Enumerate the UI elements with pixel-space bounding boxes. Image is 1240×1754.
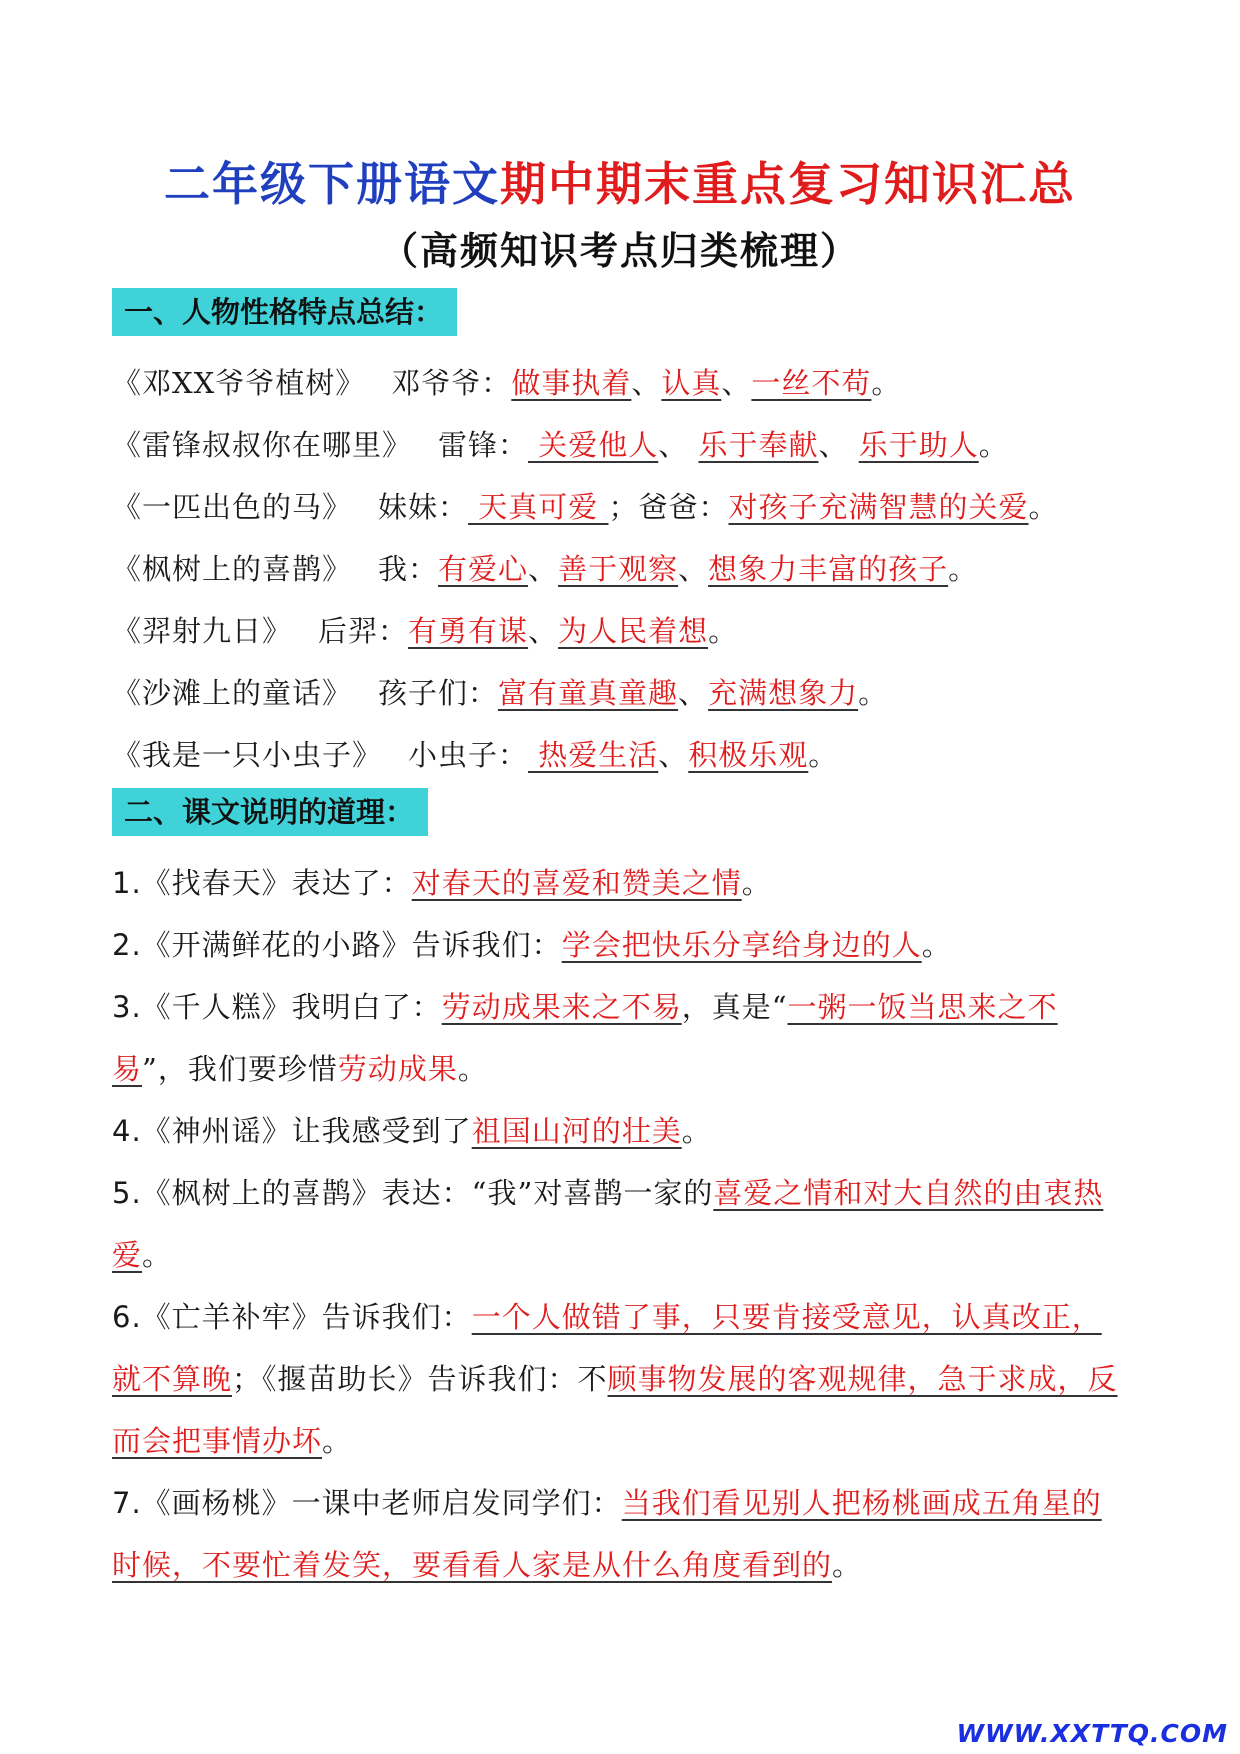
list-item xyxy=(112,538,1122,600)
section-heading-characters: 一、人物性格特点总结： xyxy=(112,288,457,336)
key-point: 当我们看见别人把杨桃画成五角星的时候，不要忙着发笑，要看看人家是从什么角度看到的 xyxy=(112,1486,1102,1582)
trait: 做事执着 xyxy=(511,366,632,400)
list-item xyxy=(112,1100,1122,1162)
page-title xyxy=(0,148,1240,214)
lesson-title: 《雷锋叔叔你在哪里》 xyxy=(112,428,413,462)
trait: 富有童真童趣 xyxy=(498,676,679,710)
item-number: 6. xyxy=(112,1300,142,1334)
text: 。 xyxy=(322,1424,353,1458)
trait: 有爱心 xyxy=(438,552,529,586)
key-point: 祖国山河的壮美 xyxy=(471,1114,682,1148)
character-name: 后羿： xyxy=(318,614,409,648)
trait: 善于观察 xyxy=(558,552,679,586)
key-point: 对春天的喜爱和赞美之情 xyxy=(411,866,742,900)
key-point: 一个人做错了事，只要肯接受意见，认真改正，就不算晚 xyxy=(112,1300,1102,1396)
list-item xyxy=(112,662,1122,724)
character-name: 孩子们： xyxy=(378,676,499,710)
key-point: 学会把快乐分享给身边的人 xyxy=(561,928,922,962)
key-point: 劳动成果 xyxy=(337,1052,458,1086)
list-item xyxy=(112,600,1122,662)
character-trait-list xyxy=(112,352,1122,786)
lesson-title: 《枫树上的喜鹊》 xyxy=(112,552,353,586)
text: 《找春天》表达了： xyxy=(141,866,412,900)
title-review-part: 期中期末重点复习知识汇总 xyxy=(500,157,1076,211)
list-item xyxy=(112,352,1122,414)
line-end: 。 xyxy=(978,428,1009,462)
text: 《亡羊补牢》告诉我们： xyxy=(141,1300,472,1334)
separator: 、 xyxy=(528,614,559,648)
trait: 有勇有谋 xyxy=(408,614,529,648)
line-end: 。 xyxy=(708,614,739,648)
trait: 一丝不苟 xyxy=(751,366,872,400)
line-end: 。 xyxy=(1028,490,1059,524)
trait: 关爱他人 xyxy=(528,428,659,462)
trait: 乐于奉献 xyxy=(698,428,819,462)
lesson-title: 《沙滩上的童话》 xyxy=(112,676,353,710)
trait: 想象力丰富的孩子 xyxy=(708,552,949,586)
item-number: 1. xyxy=(112,866,142,900)
trait: 乐于助人 xyxy=(858,428,979,462)
line-end: 。 xyxy=(948,552,979,586)
character-name: 雷锋： xyxy=(438,428,529,462)
character-name: 邓爷爷： xyxy=(391,366,512,400)
page-subtitle: （高频知识考点归类梳理） xyxy=(379,229,860,273)
text: 。 xyxy=(142,1238,173,1272)
character-name: 我： xyxy=(378,552,439,586)
key-point: 劳动成果来之不易 xyxy=(441,990,682,1024)
list-item xyxy=(112,976,1122,1100)
item-number: 4. xyxy=(112,1114,142,1148)
separator: 、 xyxy=(818,428,859,462)
lesson-title: 《邓XX爷爷植树》 xyxy=(112,366,366,400)
lesson-title: 《我是一只小虫子》 xyxy=(112,738,383,772)
text: ；《揠苗助长》告诉我们：不 xyxy=(232,1362,608,1396)
lesson-meaning-list xyxy=(112,852,1122,1596)
text: 。 xyxy=(681,1114,712,1148)
separator: 、 xyxy=(678,676,709,710)
separator: 、 xyxy=(721,366,752,400)
lesson-title: 《羿射九日》 xyxy=(112,614,293,648)
item-number: 2. xyxy=(112,928,142,962)
character-name: 小虫子： xyxy=(408,738,529,772)
trait: 天真可爱 xyxy=(468,490,609,524)
text: ”，我们要珍惜 xyxy=(142,1052,338,1086)
trait: 为人民着想 xyxy=(558,614,709,648)
lesson-title: 《一匹出色的马》 xyxy=(112,490,353,524)
text: 《开满鲜花的小路》告诉我们： xyxy=(141,928,562,962)
trait: 热爱生活 xyxy=(528,738,659,772)
item-number: 3. xyxy=(112,990,142,1024)
list-item xyxy=(112,914,1122,976)
trait: 认真 xyxy=(661,366,722,400)
list-item xyxy=(112,1472,1122,1596)
line-end: 。 xyxy=(858,676,889,710)
separator: 、 xyxy=(658,428,699,462)
character-name: 妹妹： xyxy=(378,490,469,524)
section-heading-lessons: 二、课文说明的道理： xyxy=(112,788,428,836)
list-item xyxy=(112,476,1122,538)
list-item xyxy=(112,1162,1122,1286)
list-item xyxy=(112,724,1122,786)
text: 。 xyxy=(921,928,952,962)
line-end: 。 xyxy=(808,738,839,772)
text: 《神州谣》让我感受到了 xyxy=(141,1114,472,1148)
text: 。 xyxy=(741,866,772,900)
trait: 对孩子充满智慧的关爱 xyxy=(728,490,1029,524)
site-watermark: WWW.XXTTQ.COM xyxy=(956,1719,1228,1748)
list-item xyxy=(112,1286,1122,1472)
item-number: 5. xyxy=(112,1176,142,1210)
trait: 积极乐观 xyxy=(688,738,809,772)
text: 。 xyxy=(457,1052,488,1086)
text: 。 xyxy=(832,1548,863,1582)
trait: 充满想象力 xyxy=(708,676,859,710)
text: 《枫树上的喜鹊》表达：“我”对喜鹊一家的 xyxy=(141,1176,714,1210)
separator: 、 xyxy=(658,738,689,772)
key-point: 一粥一饭当思来之不易 xyxy=(112,990,1058,1086)
key-point: 喜爱之情和对大自然的由衷热爱 xyxy=(112,1176,1104,1272)
text: ，真是“ xyxy=(681,990,788,1024)
separator: 、 xyxy=(678,552,709,586)
list-item xyxy=(112,852,1122,914)
separator: ；爸爸： xyxy=(608,490,729,524)
text: 《千人糕》我明白了： xyxy=(141,990,442,1024)
separator: 、 xyxy=(528,552,559,586)
key-point: 顾事物发展的客观规律，急于求成，反而会把事情办坏 xyxy=(112,1362,1118,1458)
text: 《画杨桃》一课中老师启发同学们： xyxy=(141,1486,622,1520)
item-number: 7. xyxy=(112,1486,142,1520)
separator: 、 xyxy=(631,366,662,400)
title-grade-part: 二年级下册语文 xyxy=(164,157,500,211)
list-item xyxy=(112,414,1122,476)
line-end: 。 xyxy=(871,366,902,400)
